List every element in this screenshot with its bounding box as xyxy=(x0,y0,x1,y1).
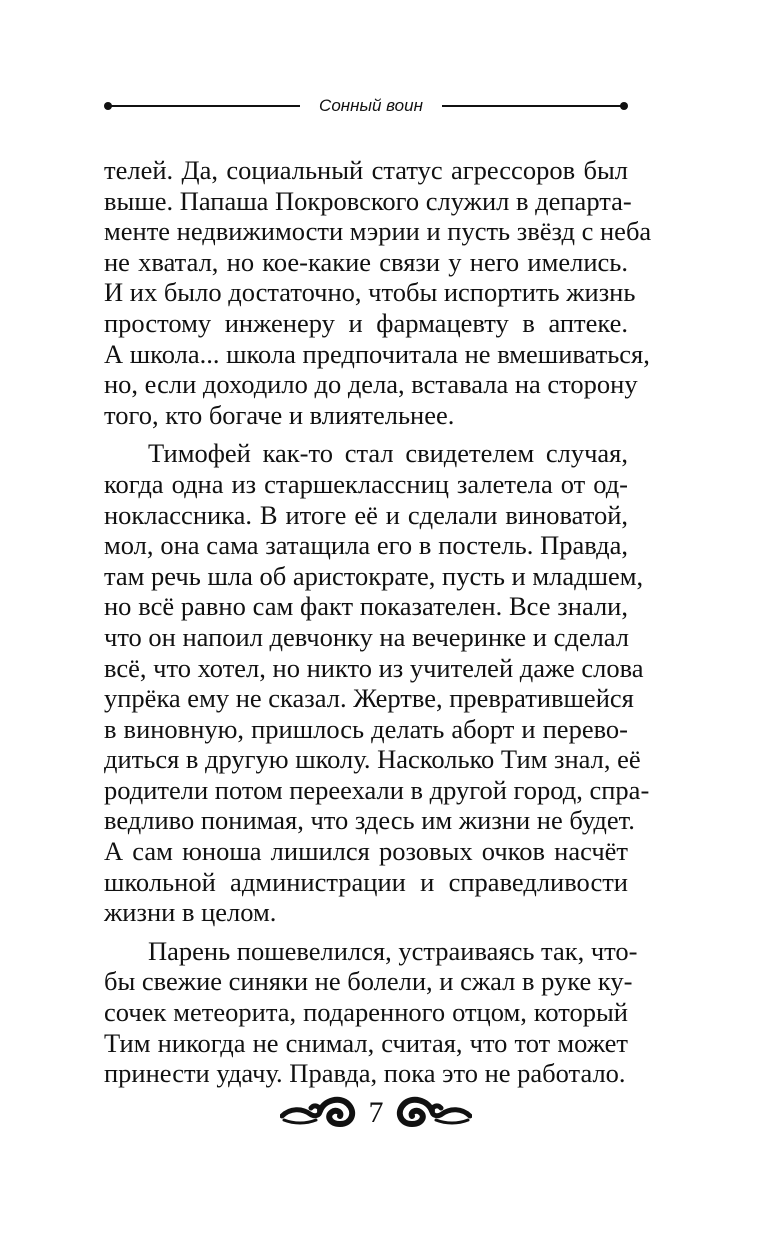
text-line: но всё равно сам факт показателен. Все знали, xyxy=(104,591,628,622)
text-line: Тим никогда не снимал, считая, что тот может xyxy=(104,1027,628,1058)
body-text xyxy=(104,155,652,1097)
text-line: телей. Да, социальный статус агрессоров был xyxy=(104,155,628,185)
text-line: диться в другую школу. Насколько Тим знал, её xyxy=(104,744,641,775)
paragraph xyxy=(104,155,652,430)
text-line: бы свежие синяки не болели, и сжал в руке ку- xyxy=(104,966,633,997)
text-line: там речь шла об аристократе, пусть и младшем, xyxy=(104,560,644,591)
text-line: простому инженеру и фармацевту в аптеке. xyxy=(104,307,628,338)
header-rule-right xyxy=(442,105,622,107)
text-line: не хватал, но кое-какие связи у него имелись. xyxy=(104,246,628,277)
text-line: родители потом переехали в другой город, спра- xyxy=(104,774,650,805)
header-rule-left xyxy=(110,105,300,107)
page-number: 7 xyxy=(368,1096,384,1129)
text-line: упрёка ему не сказал. Жертве, превратившейся xyxy=(104,683,634,714)
text-line: менте недвижимости мэрии и пусть звёзд с неба xyxy=(104,216,652,247)
scroll-flourish-right-icon xyxy=(394,1094,472,1128)
running-header xyxy=(104,95,628,117)
text-line: того, кто богаче и влиятельнее. xyxy=(104,399,455,430)
paragraph xyxy=(104,438,650,928)
text-line: Тимофей как-то стал свидетелем случая, xyxy=(148,438,628,469)
text-line: сочек метеорита, подаренного отцом, который xyxy=(104,997,628,1028)
text-line: но, если доходило до дела, вставала на сторону xyxy=(104,369,638,400)
page-folio xyxy=(280,1088,488,1140)
text-line: в виновную, пришлось делать аборт и перево- xyxy=(104,713,628,744)
text-line: ноклассника. В итоге её и сделали виноватой, xyxy=(104,499,628,530)
header-rule-dot-right xyxy=(620,102,628,110)
text-line: выше. Папаша Покровского служил в департа- xyxy=(104,185,632,216)
text-line: Парень пошевелился, устраиваясь так, что- xyxy=(148,935,638,966)
text-line: что он напоил девчонку на вечеринке и сделал xyxy=(104,621,630,652)
text-line: А сам юноша лишился розовых очков насчёт xyxy=(104,836,628,867)
text-line: А школа... школа предпочитала не вмешиваться, xyxy=(104,338,650,369)
text-line: школьной администрации и справедливости xyxy=(104,866,628,897)
text-line: когда одна из старшеклассниц залетела от од- xyxy=(104,468,628,499)
text-line: жизни в целом. xyxy=(104,897,277,928)
running-title: Сонный воин xyxy=(319,96,423,115)
text-line: всё, что хотел, но никто из учителей даже слова xyxy=(104,652,644,683)
text-line: И их было достаточно, чтобы испортить жизнь xyxy=(104,277,636,308)
text-line: принести удачу. Правда, пока это не работало. xyxy=(104,1058,626,1089)
scroll-flourish-left-icon xyxy=(280,1094,358,1128)
text-line: ведливо понимая, что здесь им жизни не будет. xyxy=(104,805,635,836)
text-line: мол, она сама затащила его в постель. Правда, xyxy=(104,530,628,561)
paragraph xyxy=(104,935,638,1089)
